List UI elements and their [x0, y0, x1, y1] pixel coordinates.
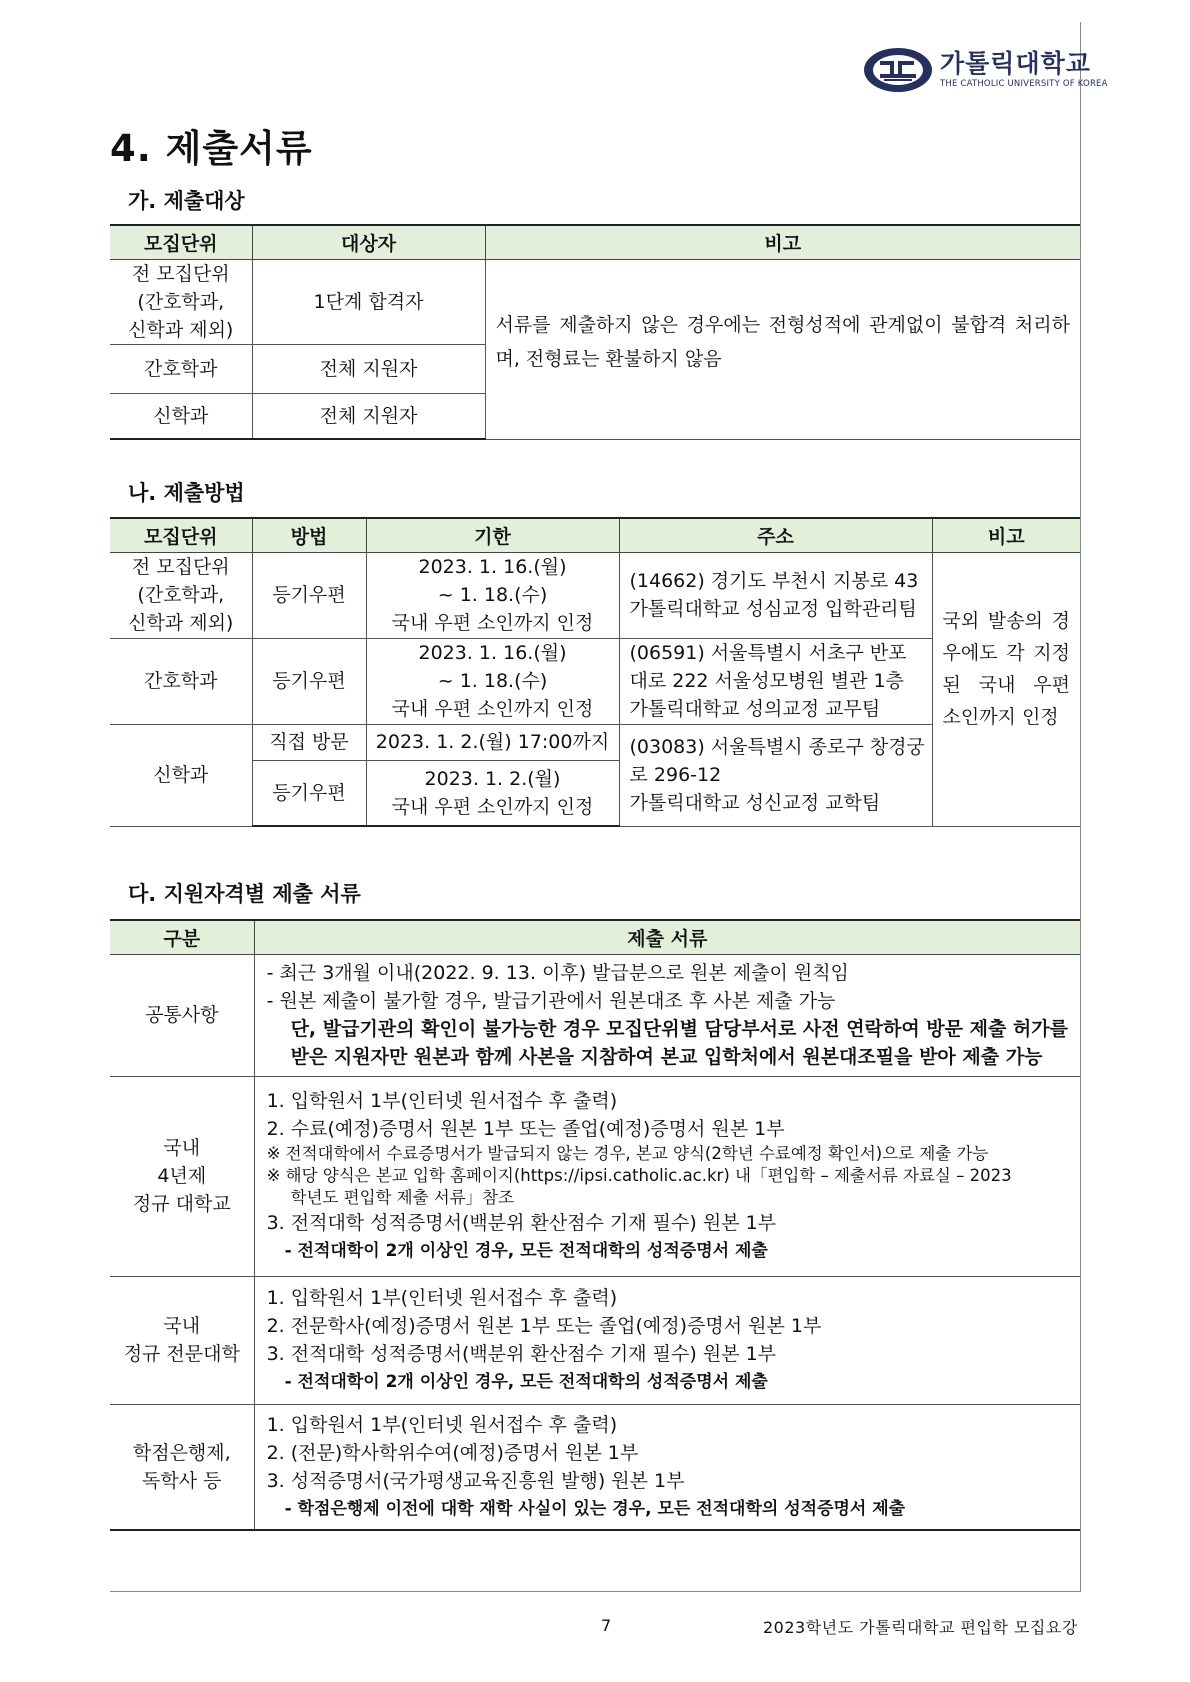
section-c-heading: 다. 지원자격별 제출 서류	[128, 882, 361, 906]
table-cell-address: (03083) 서울특별시 종로구 창경궁 로 296-12 가톨릭대학교 성신교정 교학팀	[619, 724, 932, 826]
table-cell-target: 1단계 합격자	[252, 259, 485, 344]
table-cell-deadline: 2023. 1. 16.(월) ~ 1. 18.(수) 국내 우편 소인까지 인정	[366, 552, 619, 638]
table-header: 방법	[252, 518, 366, 552]
logo-english-name: THE CATHOLIC UNIVERSITY OF KOREA	[940, 79, 1108, 89]
table-header: 비고	[485, 225, 1080, 259]
table-cell-deadline: 2023. 1. 16.(월) ~ 1. 18.(수) 국내 우편 소인까지 인정	[366, 638, 619, 724]
table-cell-unit: 전 모집단위 (간호학과, 신학과 제외)	[110, 259, 252, 344]
submission-target-table	[110, 224, 1080, 440]
page-number: 7	[601, 1616, 612, 1635]
table-cell-method: 직접 방문	[252, 724, 366, 760]
table-header: 모집단위	[110, 225, 252, 259]
table-cell-target: 전체 지원자	[252, 393, 485, 439]
table-cell-category: 국내 4년제 정규 대학교	[110, 1076, 254, 1276]
table-cell-note: 서류를 제출하지 않은 경우에는 전형성적에 관계없이 불합격 처리하며, 전형료는 환불하지 않음	[485, 259, 1080, 439]
submission-method-table	[110, 517, 1080, 827]
section-b-heading: 나. 제출방법	[128, 481, 245, 505]
table-cell-target: 전체 지원자	[252, 344, 485, 393]
table-cell-unit: 신학과	[110, 724, 252, 826]
footer-title: 2023학년도 가톨릭대학교 편입학 모집요강	[763, 1618, 1078, 1637]
table-cell-method: 등기우편	[252, 552, 366, 638]
table-cell-category: 공통사항	[110, 954, 254, 1076]
table-header: 모집단위	[110, 518, 252, 552]
table-header: 제출 서류	[254, 920, 1080, 954]
table-cell-unit: 간호학과	[110, 344, 252, 393]
table-cell-unit: 전 모집단위 (간호학과, 신학과 제외)	[110, 552, 252, 638]
table-cell-deadline: 2023. 1. 2.(월) 17:00까지	[366, 724, 619, 760]
table-cell-deadline: 2023. 1. 2.(월) 국내 우편 소인까지 인정	[366, 760, 619, 826]
logo-korean-name: 가톨릭대학교	[940, 49, 1091, 78]
required-documents-table	[110, 919, 1080, 1531]
university-seal-icon	[862, 46, 934, 94]
table-cell-method: 등기우편	[252, 638, 366, 724]
table-cell-documents: 1. 입학원서 1부(인터넷 원서접수 후 출력) 2. 전문학사(예정)증명서 원본 1부 또는 졸업(예정)증명서 원본 1부 3. 전적대학 성적증명서(백분위 환산점수 기재 필수) 원본 1부 - 전적대학이 2개 이상인 경우, 모든 전적대학의 성적증명서 제출	[254, 1276, 1080, 1404]
table-cell-documents: 1. 입학원서 1부(인터넷 원서접수 후 출력) 2. 수료(예정)증명서 원본 1부 또는 졸업(예정)증명서 원본 1부 ※ 전적대학에서 수료증명서가 발급되지 않는 경우, 본교 양식(2학년 수료예정 확인서)으로 제출 가능 ※ 해당 양식은 본교 입학 홈페이지(https://ipsi.catholic.ac.kr) 내「편입학 – 제출서류 자료실 – 2023 학년도 편입학 제출 서류」참조 3. 전적대학 성적증명서(백분위 환산점수 기재 필수) 원본 1부 - 전적대학이 2개 이상인 경우, 모든 전적대학의 성적증명서 제출	[254, 1076, 1080, 1276]
table-cell-category: 학점은행제, 독학사 등	[110, 1404, 254, 1530]
page-frame-right	[1080, 22, 1081, 1592]
section-a-heading: 가. 제출대상	[128, 189, 245, 213]
page-frame-bottom	[110, 1591, 1080, 1592]
table-cell-method: 등기우편	[252, 760, 366, 826]
table-cell-address: (14662) 경기도 부천시 지봉로 43 가톨릭대학교 성심교정 입학관리팀	[619, 552, 932, 638]
table-cell-address: (06591) 서울특별시 서초구 반포 대로 222 서울성모병원 별관 1층 가톨릭대학교 성의교정 교무팀	[619, 638, 932, 724]
table-cell-category: 국내 정규 전문대학	[110, 1276, 254, 1404]
table-header: 대상자	[252, 225, 485, 259]
table-cell-note: 국외 발송의 경우에도 각 지정된 국내 우편 소인까지 인정	[932, 552, 1080, 826]
table-header: 주소	[619, 518, 932, 552]
table-header: 구분	[110, 920, 254, 954]
table-cell-documents: 1. 입학원서 1부(인터넷 원서접수 후 출력) 2. (전문)학사학위수여(예정)증명서 원본 1부 3. 성적증명서(국가평생교육진흥원 발행) 원본 1부 - 학점은행제 이전에 대학 재학 사실이 있는 경우, 모든 전적대학의 성적증명서 제출	[254, 1404, 1080, 1530]
table-cell-documents: - 최근 3개월 이내(2022. 9. 13. 이후) 발급분으로 원본 제출이 원칙임 - 원본 제출이 불가할 경우, 발급기관에서 원본대조 후 사본 제출 가능 단, 발급기관의 확인이 불가능한 경우 모집단위별 담당부서로 사전 연락하여 방문 제출 허가를 받은 지원자만 원본과 함께 사본을 지참하여 본교 입학처에서 원본대조필을 받아 제출 가능	[254, 954, 1080, 1076]
page-title: 4. 제출서류	[110, 127, 313, 170]
table-cell-unit: 간호학과	[110, 638, 252, 724]
table-header: 기한	[366, 518, 619, 552]
university-logo	[862, 46, 1108, 94]
table-cell-unit: 신학과	[110, 393, 252, 439]
table-header: 비고	[932, 518, 1080, 552]
